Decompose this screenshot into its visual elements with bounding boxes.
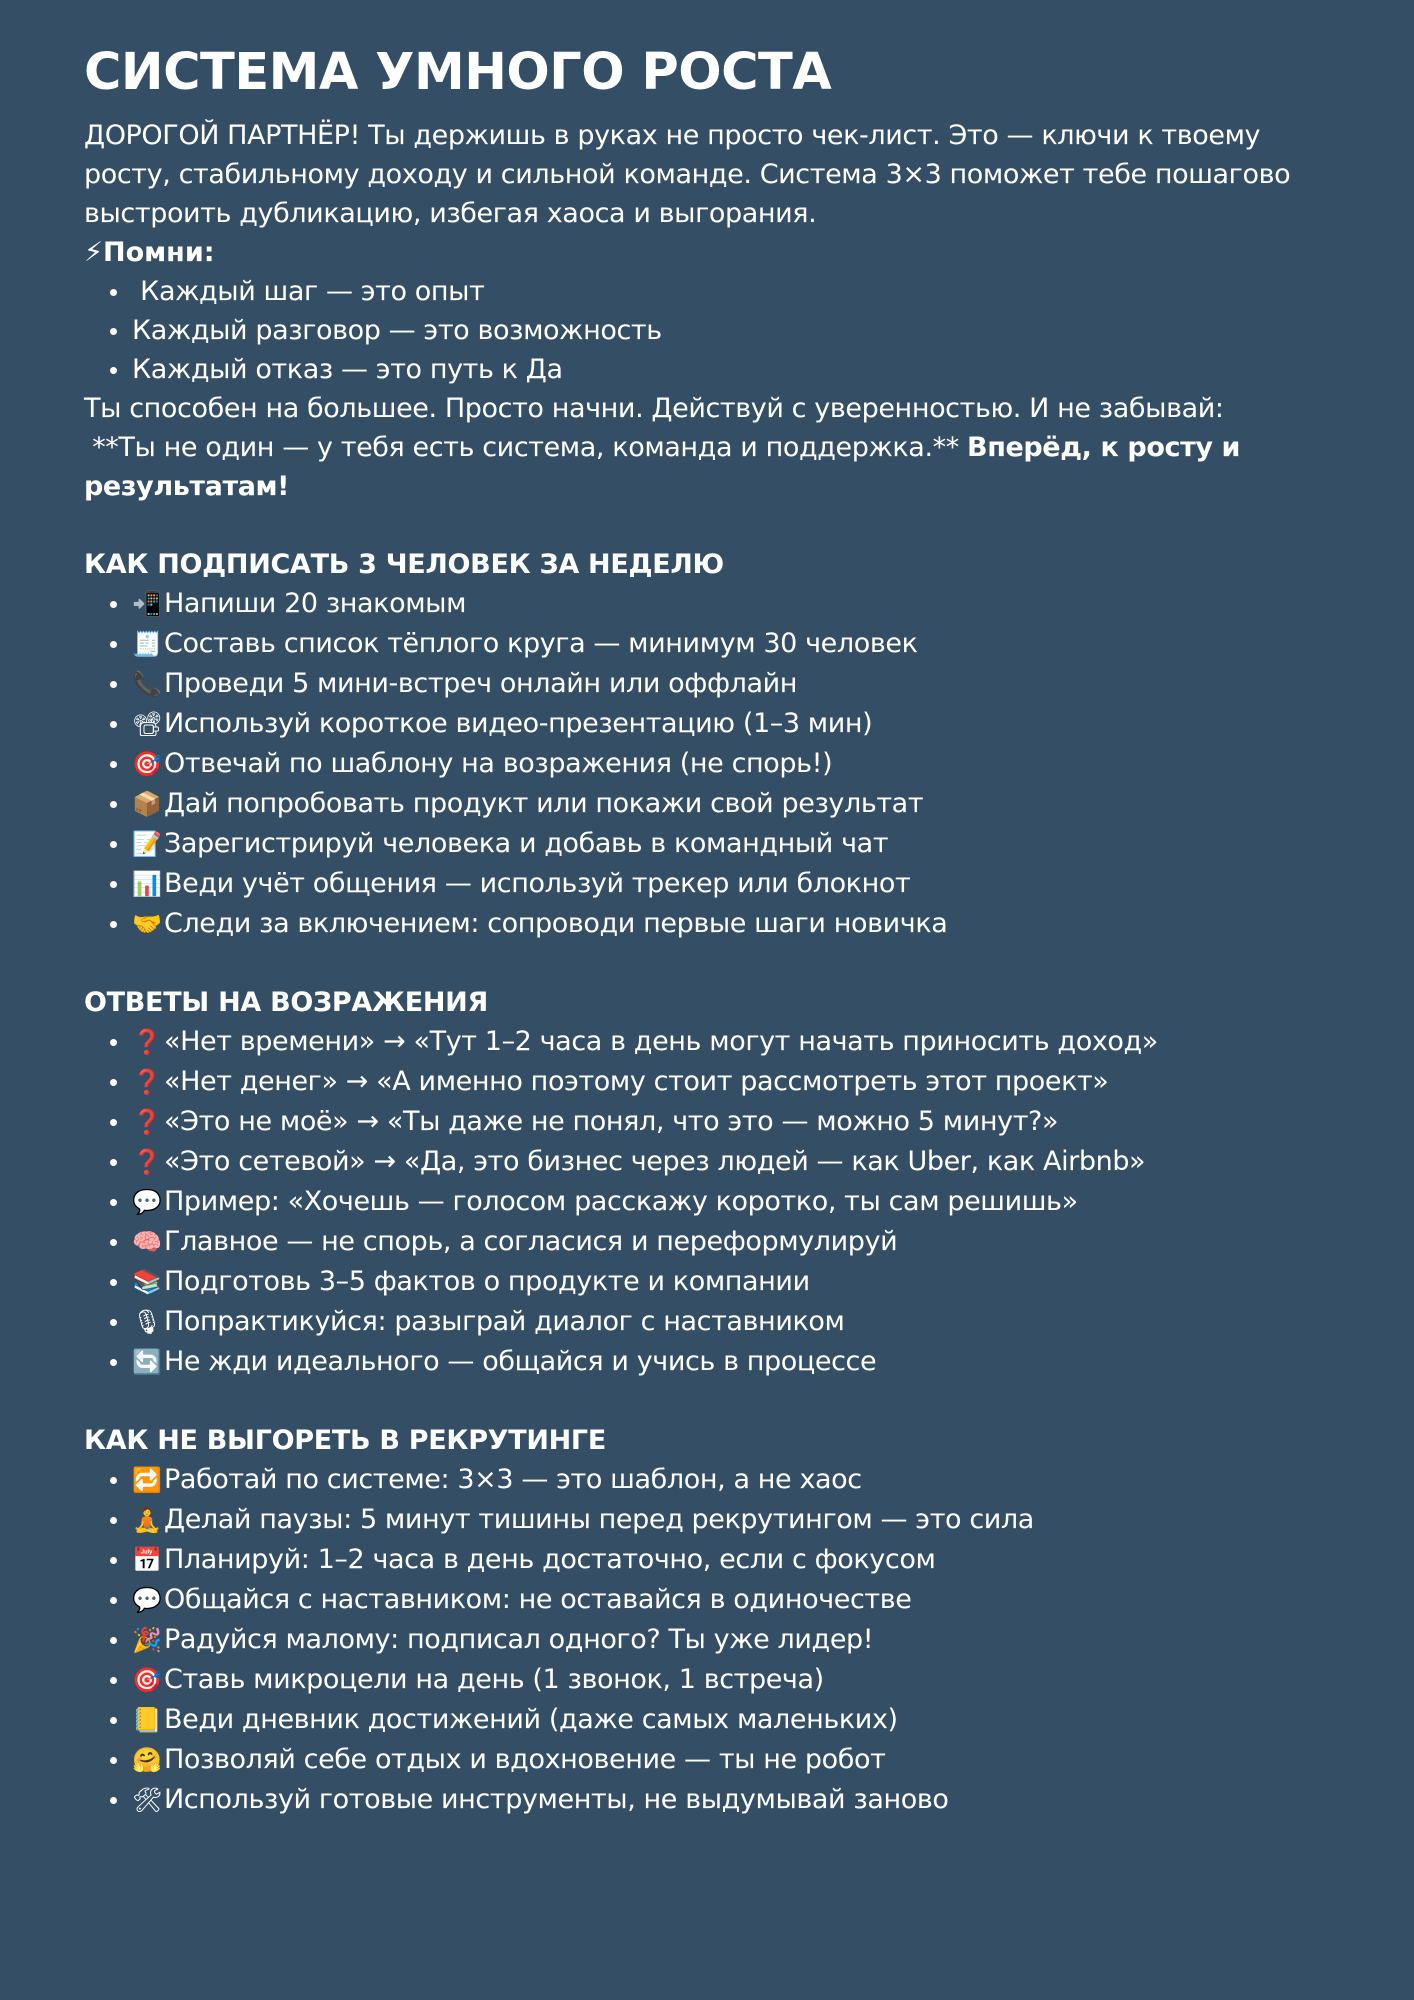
speech-bubble-icon: 💬 bbox=[132, 1188, 162, 1216]
list-item bbox=[132, 1142, 1344, 1182]
list-item-text: Не жди идеального — общайся и учись в процессе bbox=[164, 1346, 877, 1377]
phone-arrow-icon: 📲 bbox=[132, 590, 162, 618]
closing-line-1: Ты способен на большее. Просто начни. Действуй с уверенностью. И не забывай: bbox=[84, 393, 1224, 424]
list-item bbox=[132, 1460, 1344, 1500]
brain-icon: 🧠 bbox=[132, 1228, 162, 1256]
section-list bbox=[84, 1460, 1344, 1820]
list-item-text: Каждый отказ — это путь к Да bbox=[132, 354, 563, 385]
list-item-text: Общайся с наставником: не оставайся в одиночестве bbox=[164, 1584, 912, 1615]
list-item-text: Используй короткое видео-презентацию (1–3 мин) bbox=[164, 708, 873, 739]
list-item-text: Отвечай по шаблону на возражения (не спорь!) bbox=[164, 748, 833, 779]
list-item-text: Главное — не спорь, а согласися и переформулируй bbox=[164, 1226, 898, 1257]
bar-chart-icon: 📊 bbox=[132, 870, 162, 898]
list-item-text: «Нет денег» → «А именно поэтому стоит рассмотреть этот проект» bbox=[164, 1066, 1109, 1097]
receipt-icon: 🧾 bbox=[132, 630, 162, 658]
intro-paragraph: ДОРОГОЙ ПАРТНЁР! Ты держишь в руках не просто чек-лист. Это — ключи к твоему росту, стабильному доходу и сильной команде. Система 3×3 поможет тебе пошагово выстроить дубликацию, избегая хаоса и выгорания. bbox=[84, 120, 1291, 229]
closing-bold-text: Вперёд, к росту и результатам! bbox=[84, 432, 1241, 502]
question-mark-icon: ❓ bbox=[132, 1148, 162, 1176]
speech-bubble-icon: 💬 bbox=[132, 1586, 162, 1614]
microphone-icon: 🎙 bbox=[132, 1308, 163, 1336]
tools-icon: 🛠 bbox=[132, 1786, 163, 1814]
lightning-icon: ⚡ bbox=[84, 237, 103, 268]
question-mark-icon: ❓ bbox=[132, 1108, 162, 1136]
question-mark-icon: ❓ bbox=[132, 1028, 162, 1056]
list-item bbox=[132, 704, 1344, 744]
party-popper-icon: 🎉 bbox=[132, 1626, 162, 1654]
list-item-text: Позволяй себе отдых и вдохновение — ты не робот bbox=[164, 1744, 886, 1775]
section-list bbox=[84, 584, 1344, 944]
question-mark-icon: ❓ bbox=[132, 1068, 162, 1096]
list-item-text: Следи за включением: сопроводи первые шаги новичка bbox=[164, 908, 948, 939]
list-item-text: Веди дневник достижений (даже самых маленьких) bbox=[164, 1704, 898, 1735]
list-item-text: Веди учёт общения — используй трекер или блокнот bbox=[164, 868, 911, 899]
memo-icon: 📝 bbox=[132, 830, 162, 858]
sections-container bbox=[84, 545, 1344, 1820]
remember-list bbox=[84, 272, 1344, 389]
list-item-text: Проведи 5 мини-встреч онлайн или оффлайн bbox=[164, 668, 798, 699]
list-item bbox=[132, 1740, 1344, 1780]
notebook-icon: 📒 bbox=[132, 1706, 162, 1734]
section-heading: ОТВЕТЫ НА ВОЗРАЖЕНИЯ bbox=[84, 987, 488, 1018]
remember-heading bbox=[84, 233, 1344, 272]
target-icon: 🎯 bbox=[132, 750, 162, 778]
list-item bbox=[132, 864, 1344, 904]
list-item bbox=[132, 1780, 1344, 1820]
list-item-text: Составь список тёплого круга — минимум 30 человек bbox=[164, 628, 918, 659]
list-item-text: Подготовь 3–5 фактов о продукте и компании bbox=[164, 1266, 810, 1297]
list-item bbox=[132, 1660, 1344, 1700]
page-title: СИСТЕМА УМНОГО РОСТА bbox=[84, 43, 832, 102]
list-item-text: Каждый шаг — это опыт bbox=[132, 276, 485, 307]
books-icon: 📚 bbox=[132, 1268, 162, 1296]
telephone-icon: 📞 bbox=[132, 670, 162, 698]
list-item-text: Радуйся малому: подписал одного? Ты уже лидер! bbox=[164, 1624, 874, 1655]
list-item bbox=[132, 350, 1344, 389]
list-item bbox=[132, 311, 1344, 350]
list-item-text: Используй готовые инструменты, не выдумывай заново bbox=[164, 1784, 949, 1815]
list-item bbox=[132, 784, 1344, 824]
handshake-icon: 🤝 bbox=[132, 910, 162, 938]
list-item-text: Пример: «Хочешь — голосом расскажу коротко, ты сам решишь» bbox=[164, 1186, 1078, 1217]
list-item-text: Работай по системе: 3×3 — это шаблон, а не хаос bbox=[164, 1464, 862, 1495]
repeat-icon: 🔁 bbox=[132, 1466, 162, 1494]
list-item-text: Ставь микроцели на день (1 звонок, 1 встреча) bbox=[164, 1664, 824, 1695]
list-item bbox=[132, 272, 1344, 311]
refresh-arrows-icon: 🔄 bbox=[132, 1348, 162, 1376]
section-1 bbox=[84, 545, 1344, 944]
list-item bbox=[132, 1062, 1344, 1102]
list-item bbox=[132, 664, 1344, 704]
list-item bbox=[132, 624, 1344, 664]
list-item bbox=[132, 1302, 1344, 1342]
list-item-text: Попрактикуйся: разыграй диалог с наставником bbox=[164, 1306, 845, 1337]
list-item bbox=[132, 1262, 1344, 1302]
list-item-text: Каждый разговор — это возможность bbox=[132, 315, 662, 346]
list-item bbox=[132, 1580, 1344, 1620]
list-item bbox=[132, 584, 1344, 624]
hugging-face-icon: 🤗 bbox=[132, 1746, 162, 1774]
list-item bbox=[132, 1022, 1344, 1062]
list-item-text: Зарегистрируй человека и добавь в командный чат bbox=[164, 828, 889, 859]
list-item-text: Планируй: 1–2 часа в день достаточно, если с фокусом bbox=[164, 1544, 936, 1575]
closing-line-2 bbox=[84, 428, 1344, 506]
section-heading: КАК ПОДПИСАТЬ 3 ЧЕЛОВЕК ЗА НЕДЕЛЮ bbox=[84, 549, 724, 580]
list-item bbox=[132, 1222, 1344, 1262]
list-item-text: Напиши 20 знакомым bbox=[164, 588, 467, 619]
list-item-text: «Это сетевой» → «Да, это бизнес через людей — как Uber, как Airbnb» bbox=[164, 1146, 1146, 1177]
meditation-icon: 🧘 bbox=[132, 1506, 162, 1534]
section-3 bbox=[84, 1421, 1344, 1820]
calendar-icon: 📅 bbox=[132, 1546, 162, 1574]
list-item-text: Делай паузы: 5 минут тишины перед рекрутингом — это сила bbox=[164, 1504, 1034, 1535]
list-item-text: «Нет времени» → «Тут 1–2 часа в день могут начать приносить доход» bbox=[164, 1026, 1158, 1057]
closing-plain-text: **Ты не один — у тебя есть система, команда и поддержка.** bbox=[84, 432, 968, 463]
list-item bbox=[132, 1342, 1344, 1382]
list-item bbox=[132, 1500, 1344, 1540]
list-item bbox=[132, 1620, 1344, 1660]
list-item-text: Дай попробовать продукт или покажи свой результат bbox=[164, 788, 924, 819]
film-projector-icon: 📽 bbox=[132, 710, 163, 738]
list-item bbox=[132, 1182, 1344, 1222]
intro-block bbox=[84, 116, 1344, 233]
remember-label: Помни: bbox=[102, 237, 215, 268]
list-item bbox=[132, 1540, 1344, 1580]
list-item bbox=[132, 824, 1344, 864]
package-icon: 📦 bbox=[132, 790, 162, 818]
list-item bbox=[132, 1102, 1344, 1142]
list-item bbox=[132, 1700, 1344, 1740]
list-item bbox=[132, 904, 1344, 944]
list-item bbox=[132, 744, 1344, 784]
section-list bbox=[84, 1022, 1344, 1382]
target-icon: 🎯 bbox=[132, 1666, 162, 1694]
section-heading: КАК НЕ ВЫГОРЕТЬ В РЕКРУТИНГЕ bbox=[84, 1425, 606, 1456]
list-item-text: «Это не моё» → «Ты даже не понял, что это — можно 5 минут?» bbox=[164, 1106, 1059, 1137]
section-2 bbox=[84, 983, 1344, 1382]
